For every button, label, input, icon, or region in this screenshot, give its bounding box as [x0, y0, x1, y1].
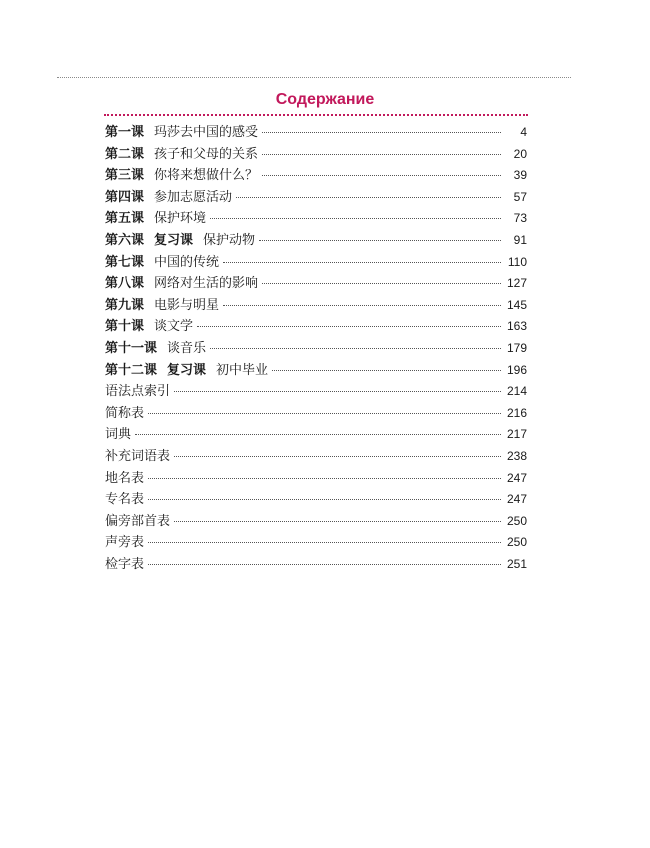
entry-title: 玛莎去中国的感受 [154, 125, 259, 140]
entry-title: 谈文学 [154, 319, 194, 335]
entry-title: 偏旁部首表 [105, 513, 171, 529]
dot-leader [210, 347, 501, 349]
entry-title: 地名表 [105, 470, 145, 486]
entry-title: 你将来想做什么？ [154, 168, 259, 184]
toc-entry[interactable] [105, 208, 527, 230]
entry-title: 保护环境 [154, 211, 207, 227]
entry-title: 初中毕业 [216, 362, 269, 378]
dot-leader [197, 325, 501, 327]
toc-entry[interactable] [105, 144, 527, 166]
dot-leader [262, 174, 501, 176]
toc-entry[interactable] [105, 273, 527, 295]
toc-entry[interactable] [105, 489, 527, 511]
page-number: 4 [520, 125, 527, 139]
entry-title: 检字表 [105, 556, 145, 572]
lesson-number: 第四课 [105, 189, 145, 205]
toc-entry[interactable] [105, 122, 527, 144]
entry-title: 补充词语表 [105, 448, 171, 464]
page-number: 73 [513, 211, 527, 226]
page-number: 145 [506, 297, 527, 312]
page-number: 217 [506, 427, 527, 442]
entry-title: 保护动物 [203, 232, 256, 248]
page-number: 110 [507, 254, 527, 269]
entry-title: 孩子和父母的关系 [154, 146, 259, 162]
page-number: 91 [513, 232, 527, 247]
toc-entry[interactable] [105, 554, 527, 576]
page-number: 39 [513, 168, 527, 183]
page-number: 214 [506, 384, 527, 399]
dot-leader [262, 282, 501, 284]
dot-leader [236, 196, 501, 198]
entry-title: 谈音乐 [167, 340, 207, 356]
lesson-number: 第十课 [105, 319, 145, 335]
entry-title: 网络对生活的影响 [154, 276, 259, 292]
dot-leader [174, 455, 501, 457]
entry-title: 声旁表 [105, 535, 145, 551]
toc-entry[interactable] [105, 468, 527, 490]
lesson-number: 第十二课 [105, 362, 158, 378]
page-number: 179 [506, 340, 527, 355]
lesson-number: 第六课 [105, 232, 145, 248]
review-label: 复习课 [167, 362, 207, 378]
lesson-number: 第九课 [105, 297, 145, 313]
page-number: 247 [506, 470, 527, 485]
dot-leader [174, 390, 501, 392]
dot-leader [148, 541, 501, 543]
lesson-number: 第八课 [105, 276, 145, 292]
entry-title: 简称表 [105, 405, 145, 421]
entry-title: 语法点索引 [105, 384, 171, 400]
page-number: 238 [506, 448, 527, 463]
page-title: Содержание [275, 91, 375, 108]
review-label: 复习课 [154, 232, 194, 248]
dot-leader [135, 433, 501, 435]
dot-leader [259, 239, 501, 241]
lesson-number: 第一课 [105, 125, 145, 140]
dot-leader [174, 520, 501, 522]
page-number: 163 [506, 319, 527, 334]
dot-leader [148, 498, 501, 500]
entry-title: 中国的传统 [154, 254, 220, 270]
page-number: 247 [506, 492, 527, 507]
toc-entry[interactable] [105, 338, 527, 360]
page-number: 20 [513, 146, 527, 161]
page-number: 196 [506, 362, 527, 377]
lesson-number: 第十一课 [105, 340, 158, 356]
toc-entry[interactable] [105, 446, 527, 468]
table-of-contents [105, 122, 527, 575]
toc-entry[interactable] [105, 165, 527, 187]
lesson-number: 第五课 [105, 211, 145, 227]
entry-title: 词典 [105, 427, 132, 443]
toc-entry[interactable] [105, 360, 527, 382]
toc-entry[interactable] [105, 230, 527, 252]
lesson-number: 第二课 [105, 146, 145, 162]
toc-entry[interactable] [105, 295, 527, 317]
dot-leader [148, 412, 501, 414]
page-number: 251 [506, 556, 527, 571]
toc-entry[interactable] [105, 532, 527, 554]
lesson-number: 第三课 [105, 168, 145, 184]
toc-entry[interactable] [105, 316, 527, 338]
page-number: 250 [506, 513, 527, 528]
entry-title: 专名表 [105, 492, 145, 508]
top-divider [57, 77, 571, 78]
dot-leader [223, 304, 501, 306]
page-number: 57 [513, 189, 527, 204]
toc-entry[interactable] [105, 424, 527, 446]
dot-leader [262, 153, 501, 155]
toc-entry[interactable] [105, 187, 527, 209]
toc-entry[interactable] [105, 252, 527, 274]
dot-leader [148, 563, 501, 565]
lesson-number: 第七课 [105, 254, 145, 270]
toc-entry[interactable] [105, 381, 527, 403]
title-divider [104, 114, 528, 116]
entry-title: 参加志愿活动 [154, 189, 233, 205]
page-number: 127 [506, 276, 527, 291]
toc-entry[interactable] [105, 403, 527, 425]
page-number: 250 [506, 535, 527, 550]
dot-leader [148, 477, 501, 479]
page-number: 216 [506, 405, 527, 420]
dot-leader [223, 261, 501, 263]
dot-leader [272, 369, 501, 371]
dot-leader [262, 131, 501, 133]
dot-leader [210, 217, 501, 219]
entry-title: 电影与明星 [154, 297, 220, 313]
toc-entry[interactable] [105, 511, 527, 533]
